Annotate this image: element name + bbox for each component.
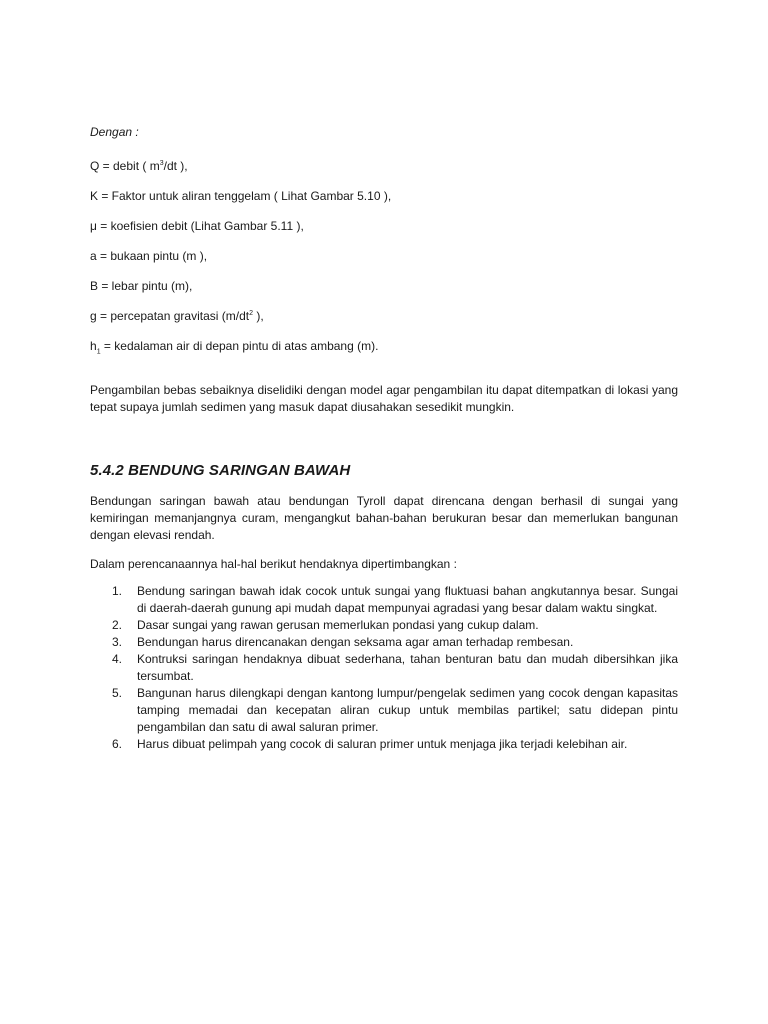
paragraph-tyroll: Bendungan saringan bawah atau bendungan Tyroll dapat direncana dengan berhasil di sungai yang kemiringan memanjangnya curam, mengangkut bahan-bahan berukuran besar dan memerlukan bangunan dengan elevasi rendah. [90,494,678,542]
definition-list [90,158,678,354]
paragraph-intake: Pengambilan bebas sebaiknya diselidiki dengan model agar pengambilan itu dapat ditempatkan di lokasi yang tepat supaya jumlah sedimen yang masuk dapat diusahakan sesedikit mungkin. [90,383,678,414]
definition-item: Q = debit ( $m^3/dt$ ), [90,159,188,173]
list-item: 3. Bendungan harus direncanakan dengan seksama agar aman terhadap rembesan. [112,635,574,649]
list-item: 4. Kontruksi saringan hendaknya dibuat sederhana, tahan benturan batu dan mudah dibersihkan jika tersumbat. [112,652,678,683]
definition-item: g = percepatan gravitasi ($m/dt^2$ ), [90,309,264,323]
list-item: 6. Harus dibuat pelimpah yang cocok di saluran primer untuk menjaga jika terjadi kelebihan air. [112,737,628,751]
section-heading: 5.4.2 BENDUNG SARINGAN BAWAH [90,462,351,479]
list-item: 5. Bangunan harus dilengkapi dengan kantong lumpur/pengelak sedimen yang cocok dengan kapasitas tamping memadai dan kecepatan aliran cukup untuk membilas partikel; satu didepan pintu pengambilan dan satu di awal saluran primer. [112,686,678,734]
paragraph-considerations: Dalam perencanaannya hal-hal berikut hendaknya dipertimbangkan : [90,557,457,571]
definition-item: a = bukaan pintu (m ), [90,249,208,263]
intro-text: Dengan : [90,125,139,139]
list-item: 2. Dasar sungai yang rawan gerusan memerlukan pondasi yang cukup dalam. [112,618,539,632]
page-content [90,124,678,753]
list-item: 1. Bendung saringan bawah idak cocok untuk sungai yang fluktuasi bahan angkutannya besar. Sungai di daerah-daerah gunung api mudah dapat mempunyai agradasi yang besar dalam waktu singkat. [112,584,678,615]
definition-item: μ = koefisien debit (Lihat Gambar 5.11 ), [90,219,304,233]
definition-item: B = lebar pintu (m), [90,279,193,293]
definition-item: $h_1$ = kedalaman air di depan pintu di atas ambang (m). [90,339,379,356]
numbered-list [90,583,678,753]
definition-item: K = Faktor untuk aliran tenggelam ( Lihat Gambar 5.10 ), [90,189,392,203]
